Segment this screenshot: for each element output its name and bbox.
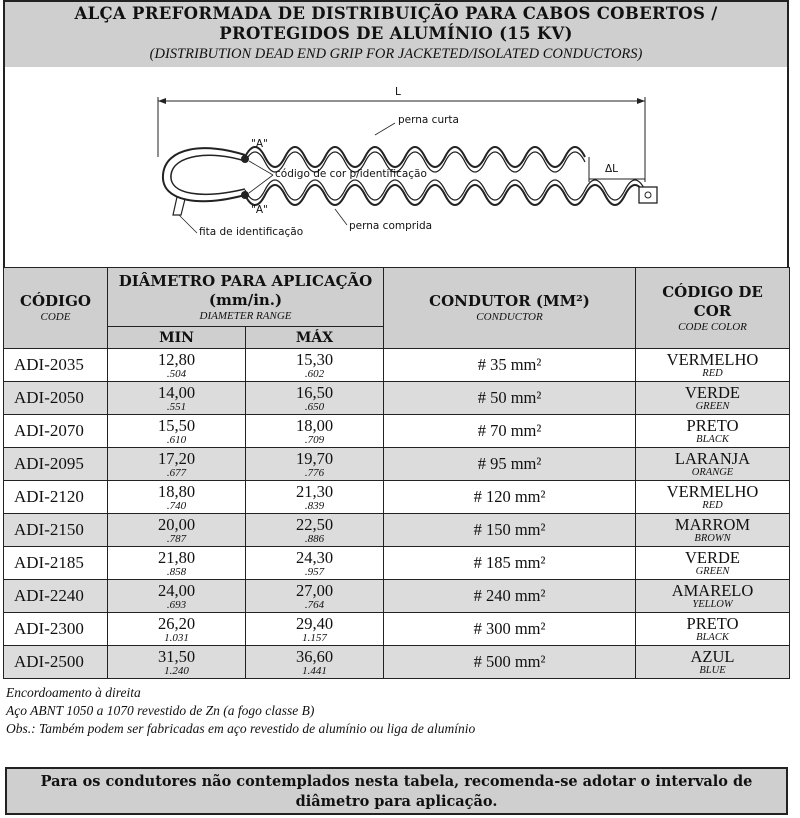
leader-fita xyxy=(179,215,197,233)
short-leg-helix xyxy=(245,147,585,167)
cell-max-mm: 29,40 xyxy=(295,613,334,633)
cell-min-mm: 20,00 xyxy=(157,514,196,534)
technical-drawing xyxy=(3,67,789,269)
label-L: L xyxy=(395,86,401,98)
arrow-right xyxy=(637,98,645,104)
cell-conductor: # 240 mm² xyxy=(384,580,636,613)
header-diametro xyxy=(108,268,384,327)
cell-max-in: .709 xyxy=(304,433,325,446)
grip-loop-inner xyxy=(171,155,245,194)
cell-max xyxy=(246,514,384,547)
cell-max xyxy=(246,481,384,514)
cell-color-en: BLUE xyxy=(699,664,726,676)
cell-min-in: 1.031 xyxy=(164,631,189,644)
arrow-left xyxy=(158,98,166,104)
color-mark-bottom xyxy=(241,191,249,199)
header-cor xyxy=(636,268,790,349)
color-mark-top xyxy=(241,155,249,163)
cell-min-mm: 31,50 xyxy=(157,646,196,666)
header-cor-line1: CÓDIGO DE xyxy=(662,282,763,301)
cell-min-mm: 26,20 xyxy=(157,613,196,633)
cell-min-in: .787 xyxy=(166,532,187,545)
label-codigo-cor: código de cor p/identificação xyxy=(275,168,427,180)
cell-max-mm: 15,30 xyxy=(295,349,334,369)
cell-conductor: # 500 mm² xyxy=(384,646,636,679)
cell-color-pt: VERMELHO xyxy=(666,481,759,501)
cell-min-in: .504 xyxy=(166,367,187,380)
leader-perna-curta xyxy=(375,123,395,135)
header-condutor-en: CONDUCTOR xyxy=(476,311,543,323)
cell-max-in: .957 xyxy=(304,565,325,578)
cell-color-pt: VERMELHO xyxy=(666,349,759,369)
cell-code: ADI-2095 xyxy=(4,448,108,481)
cell-min-mm: 14,00 xyxy=(157,382,196,402)
cell-color xyxy=(636,382,790,415)
cell-code: ADI-2050 xyxy=(4,382,108,415)
cell-color xyxy=(636,481,790,514)
cell-color xyxy=(636,547,790,580)
header-codigo xyxy=(4,268,108,349)
cell-min xyxy=(108,547,246,580)
table-row xyxy=(4,547,790,580)
cell-min xyxy=(108,580,246,613)
cell-color-en: YELLOW xyxy=(692,598,733,610)
cell-max xyxy=(246,580,384,613)
footer-recommendation xyxy=(5,767,788,815)
footer-line-1: Para os condutores não contemplados nesta tabela, recomenda-se adotar o intervalo de xyxy=(40,773,753,790)
cell-min-mm: 21,80 xyxy=(157,547,196,567)
header-condutor-label: CONDUTOR (MM²) xyxy=(429,292,590,310)
cell-min xyxy=(108,613,246,646)
cell-color-en: BLACK xyxy=(696,631,729,643)
cell-conductor: # 300 mm² xyxy=(384,613,636,646)
table-row xyxy=(4,580,790,613)
cell-min-mm: 12,80 xyxy=(157,349,196,369)
cell-color-pt: VERDE xyxy=(685,547,741,567)
cell-color xyxy=(636,415,790,448)
table-body xyxy=(4,349,790,679)
cell-max-in: .602 xyxy=(304,367,325,380)
cell-color-pt: PRETO xyxy=(686,613,739,633)
cell-max xyxy=(246,415,384,448)
label-A-bottom: "A" xyxy=(251,204,268,216)
label-A-top: "A" xyxy=(251,138,268,150)
table-row xyxy=(4,646,790,679)
cell-max-in: 1.441 xyxy=(302,664,327,677)
cell-color-en: RED xyxy=(702,367,723,379)
cell-color-pt: MARROM xyxy=(674,514,751,534)
header-codigo-label: CÓDIGO xyxy=(20,292,91,310)
header-cor-line2: COR xyxy=(693,301,732,320)
cell-min xyxy=(108,349,246,382)
cell-min-in: 1.240 xyxy=(164,664,189,677)
label-perna-comprida: perna comprida xyxy=(349,220,433,232)
header-max: MÁX xyxy=(246,327,384,349)
cell-min-in: .551 xyxy=(166,400,187,413)
label-delta-L: ΔL xyxy=(605,163,619,175)
cell-color xyxy=(636,349,790,382)
header-diametro-line2: (mm/in.) xyxy=(208,290,283,309)
title-line-1: ALÇA PREFORMADA DE DISTRIBUIÇÃO PARA CABOS COBERTOS / xyxy=(74,4,718,23)
subtitle: (DISTRIBUTION DEAD END GRIP FOR JACKETED/ISOLATED CONDUCTORS) xyxy=(149,46,643,62)
cell-conductor: # 35 mm² xyxy=(384,349,636,382)
spec-table xyxy=(3,267,790,679)
cell-conductor: # 70 mm² xyxy=(384,415,636,448)
cell-min xyxy=(108,481,246,514)
label-fita: fita de identificação xyxy=(199,226,304,238)
note-1: Encordoamento à direita xyxy=(6,685,141,700)
cell-min xyxy=(108,646,246,679)
table-row xyxy=(4,448,790,481)
cell-max-mm: 24,30 xyxy=(295,547,334,567)
cell-max-mm: 27,00 xyxy=(295,580,334,600)
title-line-2: PROTEGIDOS DE ALUMÍNIO (15 KV) xyxy=(219,24,573,43)
cell-max-in: .650 xyxy=(304,400,325,413)
header-min: MIN xyxy=(108,327,246,349)
table-row xyxy=(4,613,790,646)
cell-min xyxy=(108,415,246,448)
cell-max-in: .764 xyxy=(304,598,325,611)
header-condutor xyxy=(384,268,636,349)
table-row xyxy=(4,514,790,547)
table-row xyxy=(4,481,790,514)
header-diametro-line1: DIÂMETRO PARA APLICAÇÃO xyxy=(118,271,373,290)
cell-color-en: GREEN xyxy=(695,565,730,577)
cell-color-pt: PRETO xyxy=(686,415,739,435)
cell-max-mm: 36,60 xyxy=(295,646,334,666)
cell-color-pt: LARANJA xyxy=(674,448,751,468)
cell-color-en: BLACK xyxy=(696,433,729,445)
end-cap xyxy=(639,187,657,203)
cell-code: ADI-2500 xyxy=(4,646,108,679)
cell-color-en: RED xyxy=(702,499,723,511)
note-2: Aço ABNT 1050 a 1070 revestido de Zn (a fogo classe B) xyxy=(6,703,315,718)
cell-color xyxy=(636,580,790,613)
cell-color-en: ORANGE xyxy=(691,466,734,478)
cell-code: ADI-2070 xyxy=(4,415,108,448)
table-row xyxy=(4,349,790,382)
cell-color-pt: AMARELO xyxy=(671,580,754,600)
cell-max-mm: 21,30 xyxy=(295,481,334,501)
label-perna-curta: perna curta xyxy=(398,114,459,126)
cell-max-in: .776 xyxy=(304,466,325,479)
cell-conductor: # 150 mm² xyxy=(384,514,636,547)
cell-color-en: BROWN xyxy=(694,532,731,544)
cell-color xyxy=(636,646,790,679)
cell-max-mm: 18,00 xyxy=(295,415,334,435)
header-diametro-en: DIAMETER RANGE xyxy=(199,309,292,322)
notes xyxy=(6,684,475,738)
cell-color xyxy=(636,448,790,481)
cell-min-mm: 24,00 xyxy=(157,580,196,600)
cell-min-mm: 18,80 xyxy=(157,481,196,501)
cell-min xyxy=(108,448,246,481)
cell-code: ADI-2120 xyxy=(4,481,108,514)
cell-max-mm: 16,50 xyxy=(295,382,334,402)
title-box xyxy=(3,0,789,69)
cell-max-mm: 22,50 xyxy=(295,514,334,534)
cell-max-in: .839 xyxy=(304,499,325,512)
cell-conductor: # 185 mm² xyxy=(384,547,636,580)
cell-color-pt: VERDE xyxy=(685,382,741,402)
cell-conductor: # 95 mm² xyxy=(384,448,636,481)
cell-min-mm: 15,50 xyxy=(157,415,196,435)
header-cor-en: CODE COLOR xyxy=(678,320,747,333)
cell-min-in: .693 xyxy=(166,598,187,611)
cell-min xyxy=(108,514,246,547)
cell-max xyxy=(246,349,384,382)
table-row xyxy=(4,382,790,415)
cell-max xyxy=(246,448,384,481)
cell-code: ADI-2185 xyxy=(4,547,108,580)
cell-color xyxy=(636,514,790,547)
cell-conductor: # 120 mm² xyxy=(384,481,636,514)
note-3: Obs.: Também podem ser fabricadas em aço revestido de alumínio ou liga de alumínio xyxy=(6,721,476,736)
cell-code: ADI-2300 xyxy=(4,613,108,646)
footer-line-2: diâmetro para aplicação. xyxy=(295,793,498,810)
cell-max xyxy=(246,613,384,646)
cell-max xyxy=(246,547,384,580)
preformed-grip-drawing xyxy=(5,67,787,267)
cell-code: ADI-2240 xyxy=(4,580,108,613)
cell-max-in: .886 xyxy=(304,532,325,545)
cell-code: ADI-2035 xyxy=(4,349,108,382)
cell-max xyxy=(246,646,384,679)
cell-min-mm: 17,20 xyxy=(157,448,196,468)
cell-color xyxy=(636,613,790,646)
header-row xyxy=(4,268,790,327)
table-row xyxy=(4,415,790,448)
cell-color-pt: AZUL xyxy=(690,646,735,666)
cell-code: ADI-2150 xyxy=(4,514,108,547)
cell-max xyxy=(246,382,384,415)
cell-min-in: .740 xyxy=(166,499,187,512)
header-codigo-en: CODE xyxy=(40,311,71,323)
cell-min-in: .858 xyxy=(166,565,187,578)
cell-color-en: GREEN xyxy=(695,400,730,412)
cell-min xyxy=(108,382,246,415)
cell-max-mm: 19,70 xyxy=(295,448,334,468)
leader-perna-comprida xyxy=(335,209,347,225)
long-leg-helix xyxy=(245,185,645,205)
cell-max-in: 1.157 xyxy=(302,631,327,644)
cell-conductor: # 50 mm² xyxy=(384,382,636,415)
cell-min-in: .610 xyxy=(166,433,187,446)
cell-min-in: .677 xyxy=(166,466,187,479)
